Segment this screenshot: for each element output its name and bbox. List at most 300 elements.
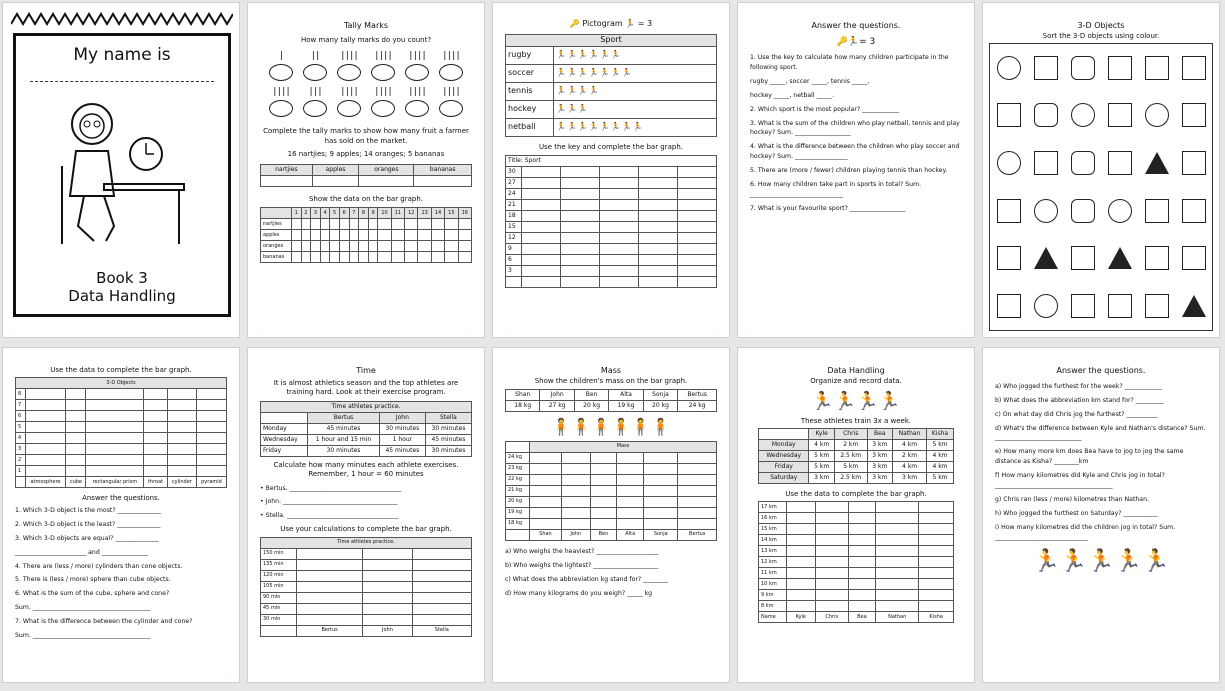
- graph-cell[interactable]: [876, 502, 919, 513]
- graph-cell[interactable]: [787, 590, 816, 601]
- graph-cell[interactable]: [919, 557, 954, 568]
- graph-cell[interactable]: [644, 496, 678, 507]
- graph-cell[interactable]: [787, 557, 816, 568]
- graph-cell[interactable]: [876, 546, 919, 557]
- graph-cell[interactable]: [522, 266, 561, 277]
- graph-cell[interactable]: [368, 240, 378, 251]
- graph-cell[interactable]: [561, 518, 590, 529]
- tally-cell[interactable]: [261, 175, 313, 186]
- graph-cell[interactable]: [600, 266, 639, 277]
- graph-cell[interactable]: [349, 218, 359, 229]
- graph-cell[interactable]: [378, 251, 391, 262]
- graph-cell[interactable]: [349, 229, 359, 240]
- graph-cell[interactable]: [301, 251, 311, 262]
- graph-cell[interactable]: [787, 579, 816, 590]
- graph-cell[interactable]: [590, 507, 617, 518]
- graph-cell[interactable]: [644, 507, 678, 518]
- graph-cell[interactable]: [291, 251, 301, 262]
- graph-cell[interactable]: [458, 251, 471, 262]
- graph-cell[interactable]: [25, 411, 66, 422]
- graph-cell[interactable]: [600, 233, 639, 244]
- graph-cell[interactable]: [678, 200, 717, 211]
- graph-cell[interactable]: [522, 255, 561, 266]
- graph-cell[interactable]: [815, 513, 848, 524]
- graph-cell[interactable]: [359, 240, 369, 251]
- graph-cell[interactable]: [787, 502, 816, 513]
- graph-cell[interactable]: [561, 222, 600, 233]
- graph-cell[interactable]: [561, 485, 590, 496]
- graph-cell[interactable]: [617, 452, 644, 463]
- graph-cell[interactable]: [848, 557, 875, 568]
- graph-cell[interactable]: [25, 422, 66, 433]
- graph-cell[interactable]: [297, 603, 363, 614]
- graph-cell[interactable]: [311, 251, 321, 262]
- graph-cell[interactable]: [678, 189, 717, 200]
- answer-oval[interactable]: [337, 64, 361, 81]
- graph-cell[interactable]: [301, 229, 311, 240]
- graph-cell[interactable]: [297, 548, 363, 559]
- graph-cell[interactable]: [876, 579, 919, 590]
- graph-cell[interactable]: [561, 496, 590, 507]
- graph-cell[interactable]: [391, 218, 404, 229]
- graph-cell[interactable]: [363, 603, 412, 614]
- graph-cell[interactable]: [678, 222, 717, 233]
- graph-cell[interactable]: [368, 251, 378, 262]
- category-cell[interactable]: [678, 277, 717, 288]
- graph-cell[interactable]: [167, 433, 196, 444]
- graph-cell[interactable]: [848, 579, 875, 590]
- graph-cell[interactable]: [66, 422, 86, 433]
- graph-cell[interactable]: [678, 518, 717, 529]
- graph-cell[interactable]: [405, 218, 418, 229]
- graph-cell[interactable]: [363, 570, 412, 581]
- graph-cell[interactable]: [66, 466, 86, 477]
- graph-cell[interactable]: [678, 211, 717, 222]
- graph-cell[interactable]: [405, 251, 418, 262]
- graph-cell[interactable]: [639, 189, 678, 200]
- graph-cell[interactable]: [617, 518, 644, 529]
- graph-cell[interactable]: [639, 255, 678, 266]
- category-cell[interactable]: [600, 277, 639, 288]
- graph-cell[interactable]: [919, 546, 954, 557]
- graph-cell[interactable]: [431, 229, 444, 240]
- graph-cell[interactable]: [522, 244, 561, 255]
- graph-cell[interactable]: [412, 570, 471, 581]
- graph-cell[interactable]: [66, 444, 86, 455]
- graph-cell[interactable]: [876, 535, 919, 546]
- graph-cell[interactable]: [431, 218, 444, 229]
- graph-cell[interactable]: [418, 229, 431, 240]
- answer-oval[interactable]: [439, 64, 463, 81]
- graph-cell[interactable]: [378, 240, 391, 251]
- graph-cell[interactable]: [617, 507, 644, 518]
- graph-cell[interactable]: [522, 167, 561, 178]
- graph-cell[interactable]: [815, 568, 848, 579]
- graph-cell[interactable]: [919, 535, 954, 546]
- graph-cell[interactable]: [561, 167, 600, 178]
- graph-cell[interactable]: [25, 455, 66, 466]
- graph-cell[interactable]: [363, 592, 412, 603]
- name-line[interactable]: [30, 81, 214, 82]
- graph-cell[interactable]: [522, 189, 561, 200]
- graph-cell[interactable]: [644, 485, 678, 496]
- graph-cell[interactable]: [600, 222, 639, 233]
- answer-oval[interactable]: [269, 100, 293, 117]
- graph-cell[interactable]: [848, 513, 875, 524]
- graph-cell[interactable]: [330, 218, 340, 229]
- graph-cell[interactable]: [297, 570, 363, 581]
- graph-cell[interactable]: [848, 524, 875, 535]
- graph-cell[interactable]: [639, 167, 678, 178]
- graph-cell[interactable]: [678, 463, 717, 474]
- graph-cell[interactable]: [66, 400, 86, 411]
- graph-cell[interactable]: [66, 411, 86, 422]
- graph-cell[interactable]: [339, 251, 349, 262]
- graph-cell[interactable]: [678, 255, 717, 266]
- graph-cell[interactable]: [297, 614, 363, 625]
- graph-cell[interactable]: [339, 218, 349, 229]
- graph-cell[interactable]: [297, 559, 363, 570]
- graph-cell[interactable]: [144, 389, 168, 400]
- graph-cell[interactable]: [876, 524, 919, 535]
- graph-cell[interactable]: [167, 411, 196, 422]
- graph-cell[interactable]: [330, 251, 340, 262]
- answer-oval[interactable]: [303, 100, 327, 117]
- graph-cell[interactable]: [144, 433, 168, 444]
- graph-cell[interactable]: [561, 200, 600, 211]
- answer-oval[interactable]: [405, 100, 429, 117]
- graph-cell[interactable]: [196, 455, 226, 466]
- graph-cell[interactable]: [919, 579, 954, 590]
- graph-cell[interactable]: [600, 244, 639, 255]
- graph-cell[interactable]: [458, 218, 471, 229]
- graph-cell[interactable]: [391, 240, 404, 251]
- graph-cell[interactable]: [339, 240, 349, 251]
- graph-cell[interactable]: [196, 389, 226, 400]
- graph-cell[interactable]: [86, 400, 144, 411]
- graph-cell[interactable]: [561, 463, 590, 474]
- category-cell[interactable]: [561, 277, 600, 288]
- graph-cell[interactable]: [320, 218, 330, 229]
- graph-cell[interactable]: [86, 444, 144, 455]
- graph-cell[interactable]: [815, 535, 848, 546]
- graph-cell[interactable]: [418, 240, 431, 251]
- graph-cell[interactable]: [848, 502, 875, 513]
- graph-cell[interactable]: [678, 496, 717, 507]
- graph-cell[interactable]: [522, 233, 561, 244]
- graph-cell[interactable]: [167, 400, 196, 411]
- graph-cell[interactable]: [530, 452, 562, 463]
- graph-cell[interactable]: [617, 485, 644, 496]
- graph-cell[interactable]: [412, 614, 471, 625]
- graph-cell[interactable]: [561, 255, 600, 266]
- category-cell[interactable]: [522, 277, 561, 288]
- graph-cell[interactable]: [530, 496, 562, 507]
- graph-cell[interactable]: [86, 433, 144, 444]
- graph-cell[interactable]: [522, 200, 561, 211]
- graph-cell[interactable]: [363, 548, 412, 559]
- graph-cell[interactable]: [561, 244, 600, 255]
- graph-cell[interactable]: [359, 218, 369, 229]
- graph-cell[interactable]: [787, 568, 816, 579]
- answer-oval[interactable]: [439, 100, 463, 117]
- graph-cell[interactable]: [876, 557, 919, 568]
- graph-cell[interactable]: [412, 548, 471, 559]
- category-cell[interactable]: [639, 277, 678, 288]
- graph-cell[interactable]: [678, 178, 717, 189]
- graph-cell[interactable]: [363, 614, 412, 625]
- graph-cell[interactable]: [787, 546, 816, 557]
- graph-cell[interactable]: [196, 444, 226, 455]
- graph-cell[interactable]: [458, 240, 471, 251]
- graph-cell[interactable]: [639, 178, 678, 189]
- graph-cell[interactable]: [815, 524, 848, 535]
- graph-cell[interactable]: [297, 581, 363, 592]
- graph-cell[interactable]: [301, 240, 311, 251]
- graph-cell[interactable]: [919, 590, 954, 601]
- graph-cell[interactable]: [196, 411, 226, 422]
- graph-cell[interactable]: [600, 167, 639, 178]
- graph-cell[interactable]: [144, 455, 168, 466]
- graph-cell[interactable]: [86, 466, 144, 477]
- graph-cell[interactable]: [530, 485, 562, 496]
- graph-cell[interactable]: [590, 518, 617, 529]
- graph-cell[interactable]: [378, 218, 391, 229]
- graph-cell[interactable]: [678, 474, 717, 485]
- graph-cell[interactable]: [368, 218, 378, 229]
- answer-oval[interactable]: [405, 64, 429, 81]
- graph-cell[interactable]: [167, 455, 196, 466]
- graph-cell[interactable]: [86, 455, 144, 466]
- graph-cell[interactable]: [561, 178, 600, 189]
- graph-cell[interactable]: [590, 496, 617, 507]
- graph-cell[interactable]: [25, 444, 66, 455]
- answer-oval[interactable]: [269, 64, 293, 81]
- graph-cell[interactable]: [561, 189, 600, 200]
- graph-cell[interactable]: [639, 211, 678, 222]
- tally-cell[interactable]: [312, 175, 359, 186]
- graph-cell[interactable]: [66, 389, 86, 400]
- graph-cell[interactable]: [412, 559, 471, 570]
- graph-cell[interactable]: [815, 579, 848, 590]
- graph-cell[interactable]: [320, 240, 330, 251]
- graph-cell[interactable]: [876, 568, 919, 579]
- category-cell[interactable]: [506, 277, 522, 288]
- graph-cell[interactable]: [320, 251, 330, 262]
- graph-cell[interactable]: [144, 422, 168, 433]
- graph-cell[interactable]: [530, 518, 562, 529]
- graph-cell[interactable]: [66, 455, 86, 466]
- graph-cell[interactable]: [418, 218, 431, 229]
- answer-oval[interactable]: [303, 64, 327, 81]
- graph-cell[interactable]: [349, 240, 359, 251]
- graph-cell[interactable]: [678, 485, 717, 496]
- graph-cell[interactable]: [617, 463, 644, 474]
- graph-cell[interactable]: [639, 233, 678, 244]
- answer-oval[interactable]: [371, 100, 395, 117]
- graph-cell[interactable]: [617, 496, 644, 507]
- graph-cell[interactable]: [297, 592, 363, 603]
- graph-cell[interactable]: [678, 167, 717, 178]
- graph-cell[interactable]: [412, 603, 471, 614]
- graph-cell[interactable]: [291, 229, 301, 240]
- graph-cell[interactable]: [815, 502, 848, 513]
- graph-cell[interactable]: [530, 507, 562, 518]
- graph-cell[interactable]: [876, 601, 919, 612]
- graph-cell[interactable]: [600, 178, 639, 189]
- graph-cell[interactable]: [378, 229, 391, 240]
- graph-cell[interactable]: [311, 229, 321, 240]
- tally-cell[interactable]: [414, 175, 472, 186]
- graph-cell[interactable]: [144, 466, 168, 477]
- graph-cell[interactable]: [848, 601, 875, 612]
- graph-cell[interactable]: [590, 463, 617, 474]
- graph-cell[interactable]: [291, 218, 301, 229]
- graph-cell[interactable]: [919, 568, 954, 579]
- graph-cell[interactable]: [25, 389, 66, 400]
- graph-cell[interactable]: [391, 251, 404, 262]
- graph-cell[interactable]: [919, 513, 954, 524]
- graph-cell[interactable]: [359, 251, 369, 262]
- graph-cell[interactable]: [644, 463, 678, 474]
- graph-cell[interactable]: [86, 411, 144, 422]
- graph-cell[interactable]: [311, 240, 321, 251]
- graph-cell[interactable]: [431, 251, 444, 262]
- graph-cell[interactable]: [311, 218, 321, 229]
- graph-cell[interactable]: [349, 251, 359, 262]
- graph-cell[interactable]: [617, 474, 644, 485]
- graph-cell[interactable]: [787, 601, 816, 612]
- graph-cell[interactable]: [418, 251, 431, 262]
- graph-cell[interactable]: [530, 474, 562, 485]
- graph-cell[interactable]: [919, 601, 954, 612]
- graph-cell[interactable]: [291, 240, 301, 251]
- graph-cell[interactable]: [66, 433, 86, 444]
- graph-cell[interactable]: [600, 189, 639, 200]
- graph-cell[interactable]: [678, 244, 717, 255]
- graph-cell[interactable]: [391, 229, 404, 240]
- graph-cell[interactable]: [639, 266, 678, 277]
- graph-cell[interactable]: [644, 518, 678, 529]
- graph-cell[interactable]: [678, 452, 717, 463]
- graph-cell[interactable]: [25, 466, 66, 477]
- graph-cell[interactable]: [678, 266, 717, 277]
- graph-cell[interactable]: [561, 211, 600, 222]
- graph-cell[interactable]: [919, 524, 954, 535]
- graph-cell[interactable]: [876, 590, 919, 601]
- graph-cell[interactable]: [196, 422, 226, 433]
- graph-cell[interactable]: [330, 240, 340, 251]
- graph-cell[interactable]: [787, 524, 816, 535]
- graph-cell[interactable]: [522, 178, 561, 189]
- graph-cell[interactable]: [405, 229, 418, 240]
- graph-cell[interactable]: [445, 251, 458, 262]
- graph-cell[interactable]: [445, 240, 458, 251]
- tally-cell[interactable]: [359, 175, 414, 186]
- graph-cell[interactable]: [561, 507, 590, 518]
- graph-cell[interactable]: [196, 433, 226, 444]
- graph-cell[interactable]: [876, 513, 919, 524]
- graph-cell[interactable]: [368, 229, 378, 240]
- graph-cell[interactable]: [848, 590, 875, 601]
- graph-cell[interactable]: [590, 474, 617, 485]
- graph-cell[interactable]: [600, 211, 639, 222]
- object-round-icon: [1071, 56, 1095, 80]
- graph-cell[interactable]: [196, 466, 226, 477]
- graph-cell[interactable]: [339, 229, 349, 240]
- graph-cell[interactable]: [678, 233, 717, 244]
- graph-cell[interactable]: [405, 240, 418, 251]
- graph-cell[interactable]: [919, 502, 954, 513]
- graph-cell[interactable]: [25, 433, 66, 444]
- graph-cell[interactable]: [815, 557, 848, 568]
- graph-cell[interactable]: [86, 389, 144, 400]
- graph-cell[interactable]: [522, 222, 561, 233]
- graph-cell[interactable]: [639, 222, 678, 233]
- graph-cell[interactable]: [320, 229, 330, 240]
- graph-cell[interactable]: [600, 200, 639, 211]
- graph-cell[interactable]: [167, 466, 196, 477]
- table-row: [16, 389, 227, 400]
- graph-cell[interactable]: [458, 229, 471, 240]
- graph-cell[interactable]: [600, 255, 639, 266]
- graph-cell[interactable]: [144, 444, 168, 455]
- graph-cell[interactable]: [848, 535, 875, 546]
- graph-cell[interactable]: [431, 240, 444, 251]
- graph-cell[interactable]: [522, 211, 561, 222]
- graph-cell[interactable]: [848, 546, 875, 557]
- graph-cell[interactable]: [301, 218, 311, 229]
- graph-cell[interactable]: [561, 266, 600, 277]
- graph-cell[interactable]: [590, 485, 617, 496]
- graph-cell[interactable]: [590, 452, 617, 463]
- graph-cell[interactable]: [363, 581, 412, 592]
- graph-cell[interactable]: [445, 229, 458, 240]
- graph-cell[interactable]: [196, 400, 226, 411]
- graph-cell[interactable]: [167, 444, 196, 455]
- graph-cell[interactable]: [815, 590, 848, 601]
- graph-cell[interactable]: [86, 422, 144, 433]
- graph-cell[interactable]: [848, 568, 875, 579]
- graph-cell[interactable]: [815, 546, 848, 557]
- graph-cell[interactable]: [330, 229, 340, 240]
- graph-cell[interactable]: [678, 507, 717, 518]
- graph-cell[interactable]: [412, 581, 471, 592]
- graph-cell[interactable]: [644, 452, 678, 463]
- graph-cell[interactable]: [445, 218, 458, 229]
- answer-oval[interactable]: [337, 100, 361, 117]
- answer-oval[interactable]: [371, 64, 395, 81]
- graph-cell[interactable]: [144, 400, 168, 411]
- graph-cell[interactable]: [167, 389, 196, 400]
- graph-cell[interactable]: [639, 200, 678, 211]
- graph-cell[interactable]: [644, 474, 678, 485]
- graph-cell[interactable]: [815, 601, 848, 612]
- graph-cell[interactable]: [787, 513, 816, 524]
- graph-cell[interactable]: [530, 463, 562, 474]
- graph-cell[interactable]: [412, 592, 471, 603]
- graph-cell[interactable]: [787, 535, 816, 546]
- graph-cell[interactable]: [363, 559, 412, 570]
- graph-cell[interactable]: [359, 229, 369, 240]
- graph-cell[interactable]: [167, 422, 196, 433]
- graph-cell[interactable]: [561, 452, 590, 463]
- graph-cell[interactable]: [561, 474, 590, 485]
- graph-cell[interactable]: [144, 411, 168, 422]
- graph-cell[interactable]: [561, 233, 600, 244]
- graph-cell[interactable]: [639, 244, 678, 255]
- graph-cell[interactable]: [25, 400, 66, 411]
